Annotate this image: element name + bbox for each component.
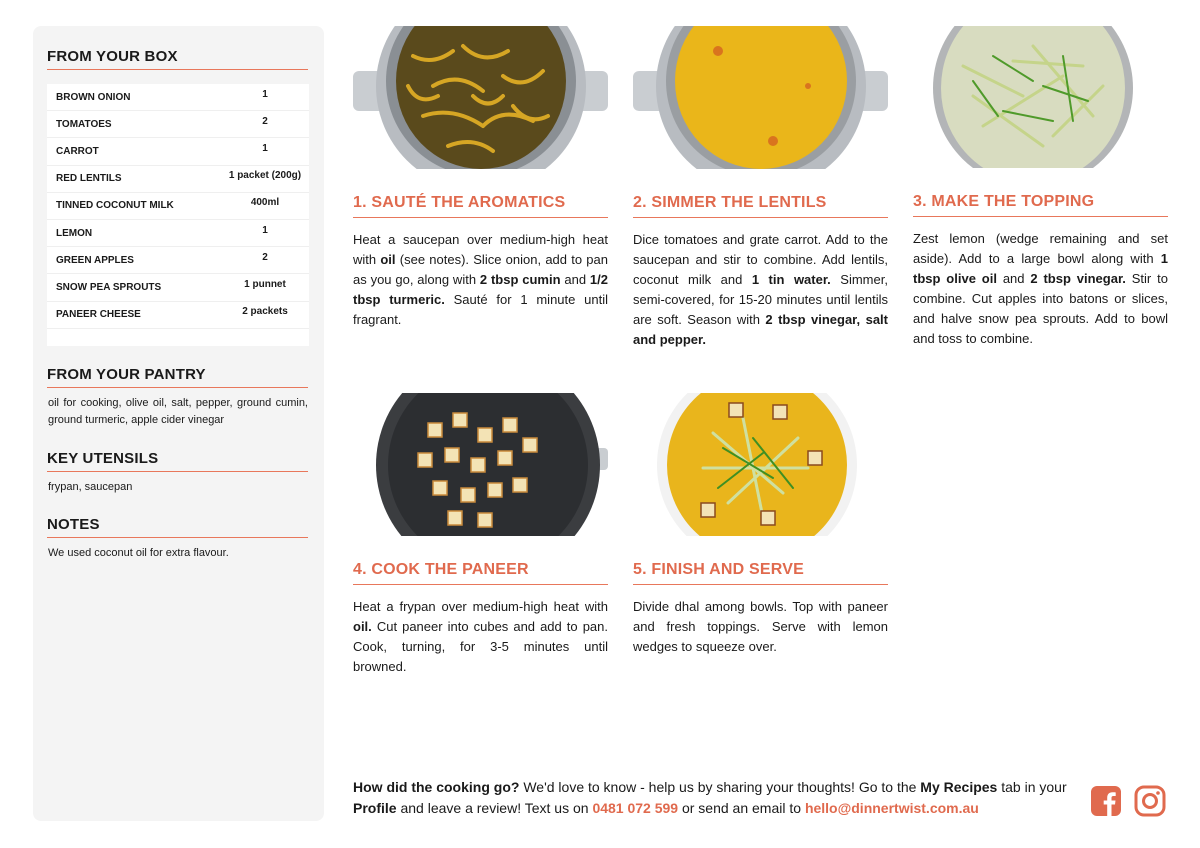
ingredient-qty: 1 punnet <box>244 278 286 290</box>
step-3-text <box>913 229 1168 349</box>
step-4-title: 4. COOK THE PANEER <box>353 561 608 585</box>
bold-quantity: oil <box>380 252 396 267</box>
step-text-segment: Stir to combine. Cut apples into batons or slices, and halve snow pea sprouts. Add to bowl and toss to combine. <box>913 271 1168 346</box>
step-text-segment: and <box>996 271 1031 286</box>
notes-title: NOTES <box>47 516 308 538</box>
ingredient-name: GREEN APPLES <box>56 254 134 266</box>
bold-quantity: 2 tbsp vinegar, salt and pepper. <box>633 312 888 347</box>
step-1-title: 1. SAUTÉ THE AROMATICS <box>353 194 608 218</box>
step-1-text <box>353 230 608 330</box>
step-2-text <box>633 230 888 350</box>
ingredient-name: RED LENTILS <box>56 173 122 185</box>
bold-quantity: 1/2 tbsp turmeric. <box>353 272 608 307</box>
notes-text: We used coconut oil for extra flavour. <box>48 547 229 559</box>
step-5 <box>633 393 888 657</box>
feedback-footer <box>353 777 1073 819</box>
step-5-title: 5. FINISH AND SERVE <box>633 561 888 585</box>
step-1 <box>353 26 608 330</box>
step-2 <box>633 26 888 350</box>
footer-email-link[interactable]: hello@dinnertwist.com.au <box>804 800 979 816</box>
step-text-segment: Cut paneer into cubes and add to pan. Cook, turning, for 3-5 minutes until browned. <box>353 619 608 674</box>
footer-my-recipes: My Recipes <box>920 779 998 795</box>
ingredient-row <box>47 274 309 301</box>
step-4-text <box>353 597 608 677</box>
footer-text-4: or send an email to <box>678 800 805 816</box>
ingredient-row <box>47 220 309 247</box>
step-text-segment: Heat a frypan over medium-high heat with <box>353 599 608 614</box>
ingredient-row <box>47 193 309 220</box>
ingredient-qty: 400ml <box>250 197 280 209</box>
step-text-segment: Simmer, semi-covered, for 15-20 minutes until lentils are soft. Season with <box>633 272 888 327</box>
pantry-title: FROM YOUR PANTRY <box>47 366 308 388</box>
ingredient-name: LEMON <box>56 227 93 239</box>
ingredient-name: CARROT <box>56 145 99 157</box>
bold-quantity: oil. <box>353 619 372 634</box>
step-2-title: 2. SIMMER THE LENTILS <box>633 194 888 218</box>
bold-quantity: 2 tbsp vinegar. <box>1030 271 1126 286</box>
footer-text-2: tab in your <box>997 779 1067 795</box>
footer-question: How did the cooking go? <box>353 779 520 795</box>
utensils-title: KEY UTENSILS <box>47 450 308 472</box>
footer-profile: Profile <box>353 800 397 816</box>
step-text-segment: Divide dhal among bowls. Top with paneer and fresh toppings. Serve with lemon wedges to squeeze over. <box>633 599 888 654</box>
ingredient-row <box>47 111 309 138</box>
bold-quantity: 1 tbsp olive oil <box>913 251 1168 286</box>
utensils-text: frypan, saucepan <box>48 481 133 493</box>
pantry-text: oil for cooking, olive oil, salt, pepper, ground cumin, ground turmeric, apple cider vinegar <box>48 397 308 426</box>
ingredient-name: TOMATOES <box>56 118 112 130</box>
step-2-photo <box>633 26 888 169</box>
ingredient-qty: 2 <box>262 251 268 263</box>
box-ingredients-table <box>47 84 309 346</box>
instagram-icon[interactable] <box>1134 785 1166 817</box>
ingredient-row <box>47 302 309 329</box>
ingredients-sidebar <box>33 26 324 821</box>
ingredient-row <box>47 138 309 165</box>
step-1-photo <box>353 26 608 169</box>
step-3-photo <box>913 26 1168 168</box>
footer-text-3: and leave a review! Text us on <box>396 800 593 816</box>
ingredient-qty: 2 <box>262 115 268 127</box>
step-text-segment: Dice tomatoes and grate carrot. Add to the saucepan and stir to combine. Add lentils, coconut milk and <box>633 232 888 287</box>
step-3 <box>913 26 1168 349</box>
step-3-title: 3. MAKE THE TOPPING <box>913 193 1168 217</box>
facebook-icon[interactable] <box>1090 785 1122 817</box>
step-4 <box>353 393 608 677</box>
step-text-segment: Sauté for 1 minute until fragrant. <box>353 292 608 327</box>
ingredient-name: TINNED COCONUT MILK <box>56 200 174 212</box>
ingredient-qty: 1 packet (200g) <box>228 170 302 182</box>
ingredient-qty: 1 <box>262 88 268 100</box>
ingredient-qty: 1 <box>262 142 268 154</box>
step-text-segment: (see notes). Slice onion, add to pan as you go, along with <box>353 252 608 287</box>
step-text-segment: and <box>560 272 590 287</box>
step-text-segment: Zest lemon (wedge remaining and set aside). Add to a large bowl along with <box>913 231 1168 266</box>
ingredient-qty: 2 packets <box>242 306 288 318</box>
ingredient-name: BROWN ONION <box>56 91 131 103</box>
ingredient-row <box>47 166 309 193</box>
ingredient-qty: 1 <box>262 224 268 236</box>
step-5-photo <box>633 393 888 536</box>
box-title: FROM YOUR BOX <box>47 48 308 70</box>
bold-quantity: 1 tin water. <box>751 272 831 287</box>
footer-phone[interactable]: 0481 072 599 <box>592 800 679 816</box>
step-text-segment: Heat a saucepan over medium-high heat with <box>353 232 608 267</box>
ingredient-name: PANEER CHEESE <box>56 309 141 321</box>
step-4-photo <box>353 393 608 536</box>
ingredient-name: SNOW PEA SPROUTS <box>56 281 162 293</box>
footer-text-1: We'd love to know - help us by sharing your thoughts! Go to the <box>519 779 921 795</box>
step-5-text <box>633 597 888 657</box>
bold-quantity: 2 tbsp cumin <box>479 272 561 287</box>
ingredient-row <box>47 84 309 111</box>
ingredient-row <box>47 247 309 274</box>
